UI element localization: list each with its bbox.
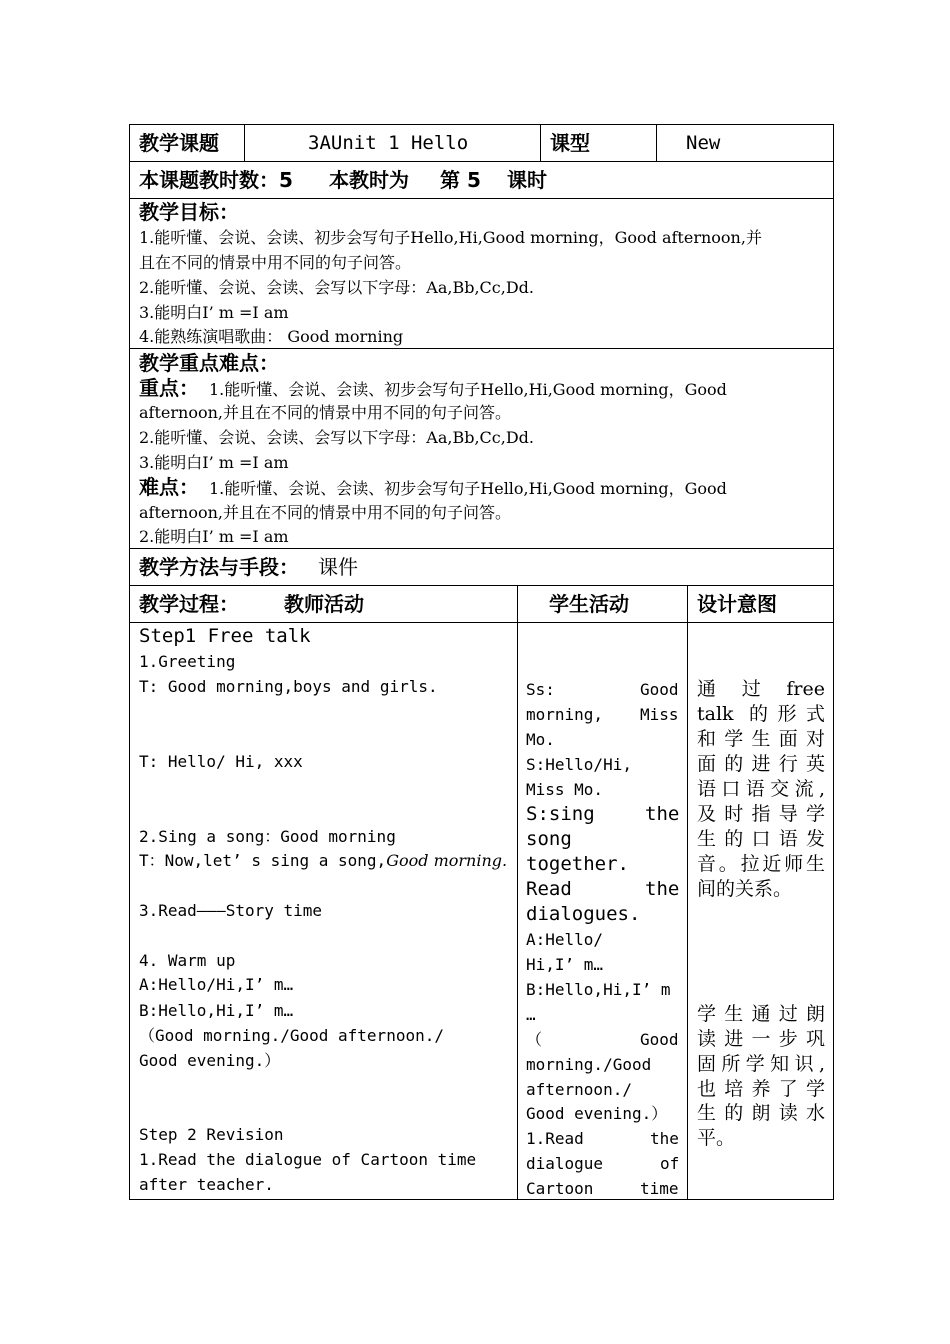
student-line: morning./Good <box>526 1055 652 1074</box>
type-value: New <box>686 132 721 154</box>
teacher-line: 1.Read the dialogue of Cartoon time <box>139 1150 477 1169</box>
key-line: 1.能听懂、会说、会读、初步会写句子Hello,Hi,Good morning，Good <box>209 380 727 399</box>
teacher-now-text: T：Now,let’ s sing a song, <box>139 851 387 870</box>
teacher-line: T: Good morning,boys and girls. <box>139 677 438 696</box>
teacher-line: after teacher. <box>139 1175 274 1194</box>
design-line: 通 过 free <box>697 678 825 700</box>
design-line: 固所学知识, <box>697 1053 825 1075</box>
design-intent-header: 设计意图 <box>697 592 777 616</box>
step1-title: Step1 Free talk <box>139 625 311 647</box>
key-line: 3.能明白I’ m =I am <box>139 453 289 472</box>
student-line: the <box>645 803 680 825</box>
teacher-line: B:Hello,Hi,I’ m… <box>139 1001 294 1020</box>
student-line: S:sing <box>526 803 595 825</box>
topic-label: 教学课题 <box>139 131 219 155</box>
student-line: Hi,I’ m… <box>526 955 604 974</box>
objective-line: 1.能听懂、会说、会读、初步会写句子Hello,Hi,Good morning，Good afternoon,并 <box>139 228 762 247</box>
methods-value: 课件 <box>318 555 358 579</box>
student-line: Miss <box>640 705 679 724</box>
student-line: time <box>640 1179 679 1198</box>
methods-label: 教学方法与手段： <box>139 555 299 579</box>
periods-total: 本课题教时数：5 <box>139 168 293 192</box>
student-line: Mo. <box>526 730 555 749</box>
design-line: 平。 <box>697 1127 736 1149</box>
design-line: 也培养了学 <box>697 1078 825 1100</box>
teacher-activity-header: 教师活动 <box>284 592 364 616</box>
song-title: Good morning. <box>386 851 508 870</box>
student-line: together. <box>526 853 629 875</box>
objective-line: 且在不同的情景中用不同的句子问答。 <box>139 253 412 272</box>
student-line: the <box>650 1129 679 1148</box>
design-line: 语口语交流, <box>697 778 825 800</box>
key-label: 重点： <box>139 376 199 400</box>
teacher-line <box>139 848 507 873</box>
design-line: 音。拉近师生 <box>697 853 825 875</box>
topic-value: 3AUnit 1 Hello <box>308 132 469 154</box>
student-line: morning, <box>526 705 604 724</box>
student-line: the <box>645 878 680 900</box>
design-line: 读进一步巩 <box>697 1028 825 1050</box>
student-line: B:Hello,Hi,I’ m <box>526 980 671 999</box>
design-line: talk 的形式 <box>697 703 825 725</box>
student-line: Read <box>526 878 572 900</box>
design-line: 生的朗读水 <box>697 1102 825 1124</box>
student-line: of <box>660 1154 680 1173</box>
periods-this: 本教时为 <box>329 168 409 192</box>
process-label: 教学过程： <box>139 592 239 616</box>
student-line: （ <box>526 1030 543 1049</box>
student-line: Good <box>640 1030 679 1049</box>
teacher-line: A:Hello/Hi,I’ m… <box>139 975 294 994</box>
difficult-line: 1.能听懂、会说、会读、初步会写句子Hello,Hi,Good morning，Good <box>209 479 727 498</box>
student-line: S:Hello/Hi, <box>526 755 632 774</box>
key-line: 2.能听懂、会说、会读、会写以下字母：Aa,Bb,Cc,Dd. <box>139 428 534 447</box>
design-line: 及时指导学 <box>697 803 825 825</box>
difficult-line: 2.能明白I’ m =I am <box>139 527 289 546</box>
student-line: dialogue <box>526 1154 604 1173</box>
student-line: … <box>526 1005 536 1024</box>
step2-title: Step 2 Revision <box>139 1125 284 1144</box>
student-line: A:Hello/ <box>526 930 604 949</box>
key-line: afternoon,并且在不同的情景中用不同的句子问答。 <box>139 403 511 422</box>
type-label: 课型 <box>550 131 590 155</box>
objectives-title: 教学目标： <box>139 200 239 224</box>
student-activity-header: 学生活动 <box>549 592 629 616</box>
student-line: Cartoon <box>526 1179 594 1198</box>
student-line: dialogues. <box>526 903 641 925</box>
teacher-line: 4. Warm up <box>139 951 236 970</box>
student-line: Good <box>640 680 679 699</box>
student-line: afternoon./ <box>526 1080 632 1099</box>
student-line: Miss Mo. <box>526 780 604 799</box>
teacher-line: （Good morning./Good afternoon./ <box>139 1026 444 1045</box>
teacher-line: T: Hello/ Hi, xxx <box>139 752 303 771</box>
teacher-line: 1.Greeting <box>139 652 236 671</box>
design-line: 面的进行英 <box>697 753 825 775</box>
objective-line: 2.能听懂、会说、会读、会写以下字母：Aa,Bb,Cc,Dd. <box>139 278 534 297</box>
design-line: 学生通过朗 <box>697 1003 825 1025</box>
design-line: 生的口语发 <box>697 828 825 850</box>
teacher-line: Good evening.） <box>139 1051 281 1070</box>
design-line: 间的关系。 <box>697 878 793 900</box>
periods-number: 第 5 <box>440 168 481 192</box>
periods-unit: 课时 <box>507 168 547 192</box>
objective-line: 3.能明白I’ m =I am <box>139 303 289 322</box>
teacher-line: 2.Sing a song：Good morning <box>139 827 396 846</box>
student-line: Ss: <box>526 680 555 699</box>
difficult-label: 难点： <box>139 475 199 499</box>
student-line: song <box>526 828 572 850</box>
student-line: 1.Read <box>526 1129 584 1148</box>
key-points-title: 教学重点难点： <box>139 351 279 375</box>
objective-line: 4.能熟练演唱歌曲： Good morning <box>139 327 404 346</box>
difficult-line: afternoon,并且在不同的情景中用不同的句子问答。 <box>139 503 511 522</box>
teacher-line: 3.Read———Story time <box>139 901 323 920</box>
student-line: Good evening.） <box>526 1104 668 1123</box>
design-line: 和学生面对 <box>697 728 825 750</box>
